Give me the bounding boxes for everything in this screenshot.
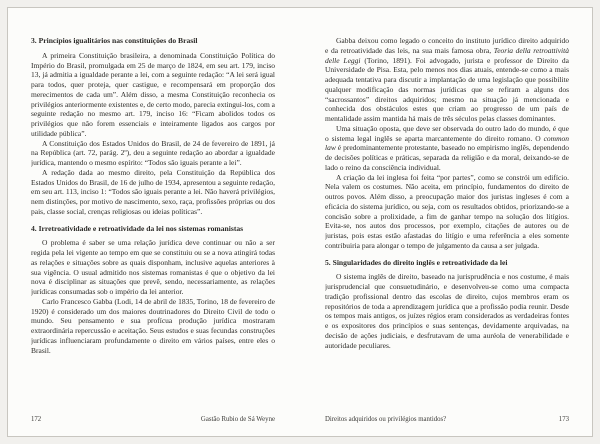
page-left <box>8 8 300 436</box>
paragraph: Uma situação oposta, que deve ser observada do outro lado do mundo, é que o sistema legal inglês se aparta marcantemente do direito romano. O common law é predominantemente protestante, baseado no empirismo inglês, dependendo de decisões políticas e práticas, separada da religião e da moral, deixando-se de lado o reino da consciência individual. <box>325 123 569 172</box>
paragraph: Carlo Francesco Gabba (Lodi, 14 de abril de 1835, Torino, 18 de fevereiro de 1920) é considerado um dos maiores doutrinadores do Direito Civil de todo o mundo. Seu pensamento e sua profícua produção jurídica mostraram extraordinária repercussão e aceitação. Seus estudos e suas fecundas construções jurídicas influenciaram profundamente o direito em vários países, entre eles o Brasil. <box>31 296 275 355</box>
book-spread <box>7 7 593 437</box>
paragraph: A criação da lei inglesa foi feita “por partes”, como se constrói um edifício. Nela valem os costumes. Não aceita, em princípio, fundamentos do direito de outros povos. Além disso, a preocupação maior dos juristas ingleses é com a eficácia do sistema jurídico, ou seja, com os resultados obtidos, priorizando-se a concisão sobre a prolixidade, a fim de ganhar tempo na solução dos litígios. Evita-se, nos autos dos processos, por exemplo, citações de autores ou de juristas, pois estas estão afastadas do litígio e uma referência a eles somente contribuiria para alongar o tempo de julgamento da causa a ser julgada. <box>325 172 569 250</box>
section-heading: 5. Singularidades do direito inglês e retroatividade da lei <box>325 257 508 267</box>
page-left-footer <box>31 416 275 423</box>
paragraph: Gabba deixou como legado o conceito do instituto jurídico direito adquirido e da retroatividade das leis, na sua mais famosa obra, Teoria della retroattività delle Leggi (Torino, 1891). Foi advogado, jurista e professor de Direito da Universidade de Pisa. Esta, pelo menos nos dias atuais, entende-se como a mais adequada tentativa para discutir a implantação de uma legislação que possibilite qualquer modificação das normas jurídicas que se refiram a alguns dos “sacrossantos” direitos adquiridos; mesmo na situação já mencionada e conhecida dos obstáculos estes que criam ao progresso de um país de mentalidade assim mantida há mais de três séculos pelas classes dominantes. <box>325 36 569 123</box>
section-heading: 4. Irretroatividade e retroatividade da lei nos sistemas romanistas <box>31 223 244 233</box>
section-heading: 3. Princípios igualitários nas constituições do Brasil <box>31 36 198 45</box>
page-right-text <box>325 36 569 409</box>
page-number-left: 172 <box>31 416 42 423</box>
page-right <box>300 8 592 436</box>
paragraph: O problema é saber se uma relação jurídica deve continuar ou não a ser regida pela lei vigente ao tempo em que se constituiu ou se a nova atingirá todas as relações e situações sobre as quais disponham, inclusive aquelas anteriores à sua vigência. O usual admitido nos sistemas romanistas é que o objetivo da lei nova é disciplinar as situações que prevê, sendo, necessariamente, as relações jurídicas consumadas sob o império da lei anterior. <box>31 238 275 297</box>
paragraph: A Constituição dos Estados Unidos do Brasil, de 24 de fevereiro de 1891, já na República (art. 72, parág. 2º), deu a seguinte redação ao abordar a igualdade jurídica, mantendo o mesmo espírito: “Todos são iguais perante a lei”. <box>31 138 275 168</box>
page-number-right: 173 <box>558 416 569 423</box>
running-title-author: Gastão Rubio de Sá Weyne <box>200 416 275 423</box>
paragraph: A redação dada ao mesmo direito, pela Constituição da República dos Estados Unidos do Brasil, de 16 de julho de 1934, apresentou a seguinte redação, em seu art. 113, inciso 1: “Todos são iguais perante a lei. Não haverá privilégios, nem distinções, por motivo de nascimento, sexo, raça, profissões próprias ou dos pais, classe social, crenças religiosas ou ideias políticas”. <box>31 167 275 216</box>
page-right-footer <box>325 416 569 423</box>
paragraph: O sistema inglês de direito, baseado na jurisprudência e nos costume, é mais jurisprudencial que consuetudinário, e desenvolveu-se como uma compacta tradição profissional dentro das escolas de direito, cujos membros eram os repositórios de toda a aprendizagem jurídica que a profissão podia reunir. Desde os tempos mais antigos, os juízes régios eram considerados as verdadeiras fontes e os expositores dos princípios e suas sentenças, devidamente arquivadas, na decisão de ações judiciais, e desfrutavam de uma auréola de venerabilidade e autoridade peculiares. <box>325 272 569 350</box>
page-left-text <box>31 36 275 409</box>
running-title-book: Direitos adquiridos ou privilégios mantidos? <box>325 416 447 423</box>
paragraph: A primeira Constituição brasileira, a denominada Constituição Política do Império do Brasil, promulgada em 25 de março de 1824, em seu art. 179, inciso 13, já admitia a igualdade perante a lei, com a seguinte redação: “A lei será igual para todos, quer proteja, quer castigue, e recompensará em proporção dos merecimentos de cada um”. Além disso, a mesma Constituição reconhecia os privilégios anteriormente existentes e, de certo modo, parecia extingui-los, com a seguinte redação no mesmo art. 179, inciso 16: “Ficam abolidos todos os privilégios que não forem essenciais e inteiramente ligados aos cargos por utilidade pública”. <box>31 50 275 138</box>
